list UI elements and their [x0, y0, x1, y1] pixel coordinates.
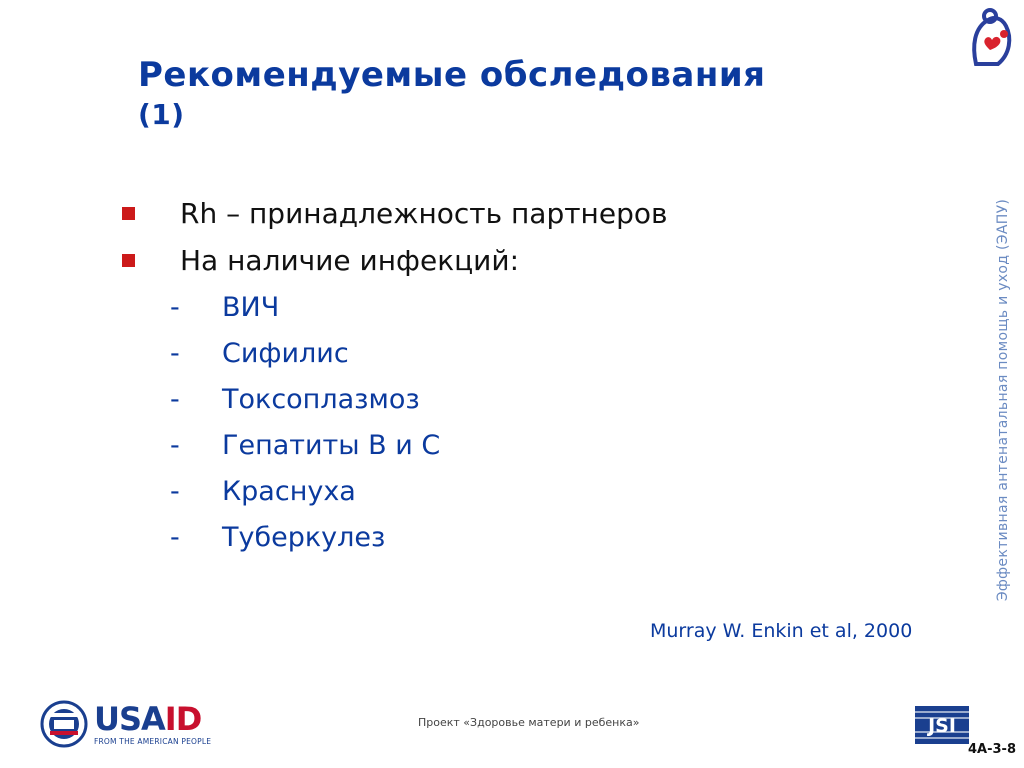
title-line-1: Рекомендуемые обследования — [138, 55, 766, 95]
list-item-text: ВИЧ — [222, 291, 280, 323]
list-item-text: Гепатиты В и С — [222, 429, 441, 461]
list-item-text: Туберкулез — [222, 521, 386, 553]
list-item-text: Токсоплазмоз — [222, 383, 420, 415]
list-item — [170, 514, 440, 560]
vertical-side-title: Эффективная антенатальная помощь и уход (ЭАПУ) — [995, 198, 1011, 602]
infection-list — [170, 284, 440, 560]
usaid-tagline: FROM THE AMERICAN PEOPLE — [94, 736, 212, 746]
square-bullet-icon — [122, 254, 135, 267]
bullet-list — [122, 190, 667, 284]
usaid-seal-icon — [40, 700, 88, 748]
dash-marker: - — [170, 383, 180, 415]
list-item-text: Сифилис — [222, 337, 349, 369]
slide-number: 4A-3-8 — [968, 742, 1016, 757]
list-item — [170, 284, 440, 330]
jsi-logo-icon — [915, 706, 969, 744]
bullet-text: На наличие инфекций: — [180, 244, 520, 277]
usaid-wordmark: USAID — [94, 699, 202, 738]
citation: Murray W. Enkin et al, 2000 — [650, 620, 913, 642]
bullet-item — [122, 190, 667, 237]
list-item — [170, 468, 440, 514]
dash-marker: - — [170, 521, 180, 553]
bullet-item — [122, 237, 667, 284]
title-line-2: (1) — [138, 98, 185, 131]
dash-marker: - — [170, 475, 180, 507]
project-name: Проект «Здоровье матери и ребенка» — [418, 716, 640, 729]
usaid-logo — [40, 700, 211, 748]
square-bullet-icon — [122, 207, 135, 220]
list-item — [170, 376, 440, 422]
list-item — [170, 330, 440, 376]
mother-child-logo-icon — [968, 6, 1018, 68]
dash-marker: - — [170, 337, 180, 369]
dash-marker: - — [170, 429, 180, 461]
bullet-text: Rh – принадлежность партнеров — [180, 197, 668, 230]
svg-text:JSI: JSI — [928, 715, 956, 737]
list-item — [170, 422, 440, 468]
slide-title — [138, 52, 766, 132]
dash-marker: - — [170, 291, 180, 323]
list-item-text: Краснуха — [222, 475, 356, 507]
